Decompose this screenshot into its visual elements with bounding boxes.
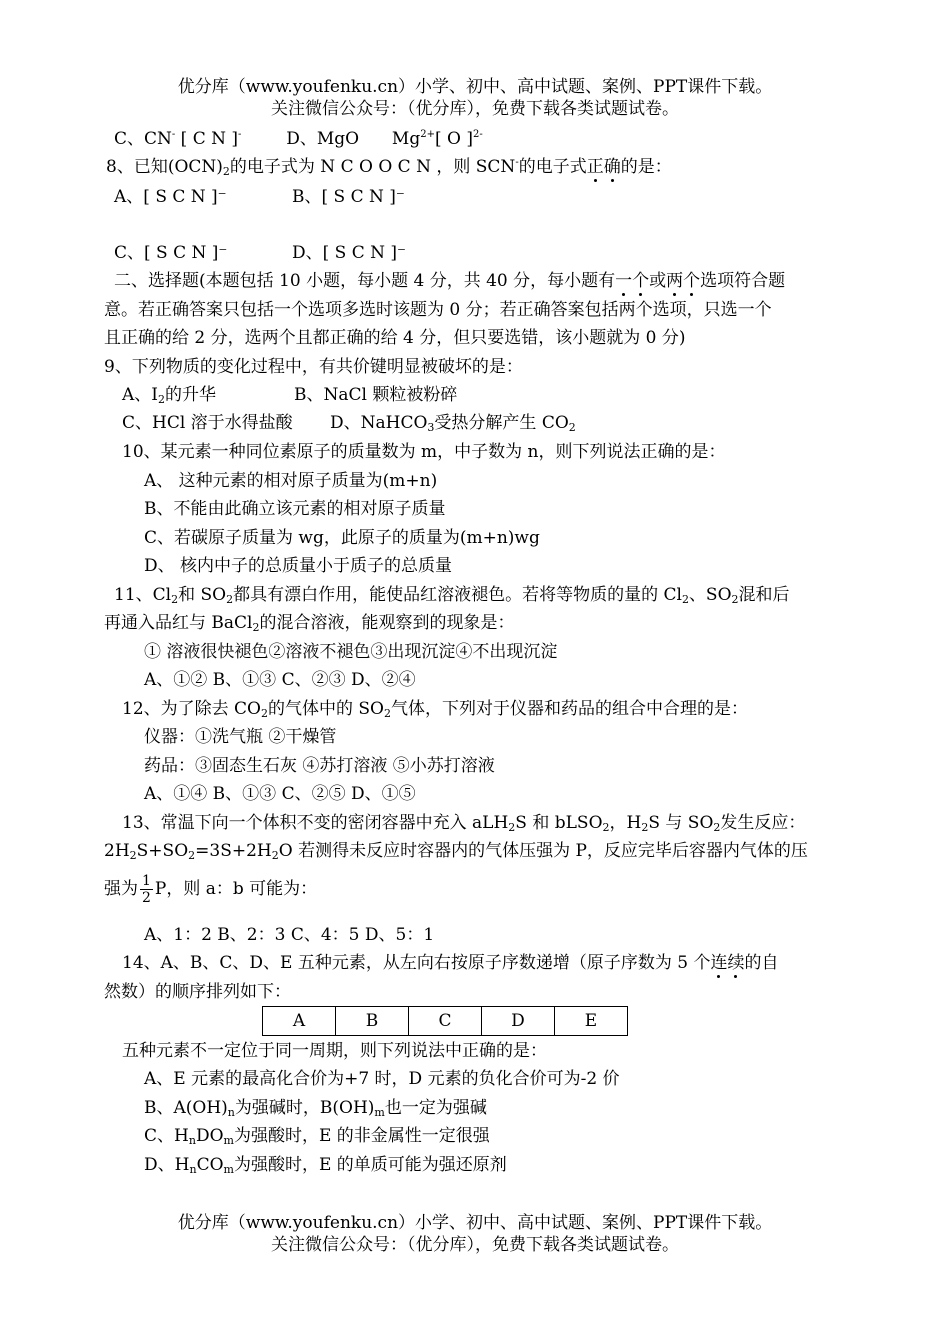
q10-option-c: C、若碳原子质量为 wg，此原子的质量为(m+n)wg	[144, 528, 540, 548]
q9-option-c: C、HCl 溶于水得盐酸	[122, 413, 293, 433]
q9-stem: 9、下列物质的变化过程中，有共价键明显被破坏的是：	[104, 357, 523, 377]
q14-option-c: C、$H_nDO_m$为强酸时，E 的非金属性一定很强	[144, 1126, 490, 1147]
q12-stem: 12、为了除去 $CO_2$的气体中的 $SO_2$气体，下列对于仪器和药品的组合中合理的是：	[122, 699, 748, 720]
q8-option-a: A、[ S C N ]⁻	[114, 187, 227, 207]
q8-option-b: B、[ S C N ]⁻	[292, 187, 405, 207]
q11-phenomena: ① 溶液很快褪色②溶液不褪色③出现沉淀④不出现沉淀	[144, 642, 558, 662]
footer-line-2: 关注微信公众号：（优分库），免费下载各类试题试卷。	[271, 1235, 679, 1255]
element-cell-b: B	[336, 1007, 409, 1036]
q12-reagents: 药品：③固态生石灰 ④苏打溶液 ⑤小苏打溶液	[144, 756, 495, 776]
element-cell-d: D	[482, 1007, 555, 1036]
q14-stem-2: 然数）的顺序排列如下：	[104, 982, 291, 1002]
q11-options: A、①② B、①③ C、②③ D、②④	[144, 670, 416, 690]
q10-option-d: D、 核内中子的总质量小于质子的总质量	[144, 556, 453, 576]
element-order-table	[262, 1006, 628, 1036]
element-cell-e: E	[555, 1007, 628, 1036]
q14-option-b: B、$A(OH)_n$为强碱时，$B(OH)_m$也一定为强碱	[144, 1098, 487, 1119]
q8-option-c: C、[ S C N ]⁻	[114, 243, 228, 263]
section2-line-1: 二、选择题(本题包括 10 小题，每小题 4 分，共 40 分，每小题有一个或两个选项符合题	[114, 271, 786, 291]
q13-stem-2: $2H_2S+SO_2=3S+2H_2O$ 若测得未反应时容器内的气体压强为 P，反应完毕后容器内气体的压	[104, 841, 808, 862]
q10-option-a: A、 这种元素的相对原子质量为(m+n)	[144, 471, 438, 491]
q8-option-d: D、[ S C N ]⁻	[292, 243, 407, 263]
q14-option-d: D、$H_nCO_m$为强酸时，E 的单质可能为强还原剂	[144, 1155, 507, 1176]
q9-option-b: B、NaCl 颗粒被粉碎	[294, 385, 458, 405]
q12-options: A、①④ B、①③ C、②⑤ D、①⑤	[144, 784, 416, 804]
element-cell-c: C	[409, 1007, 482, 1036]
q8-stem: 8、已知$(OCN)_2$的电子式为 N C O O C N ，则 SCN-的电子式正确的是：	[106, 157, 672, 178]
q11-stem-1: 11、$Cl_2$和 $SO_2$都具有漂白作用，能使品红溶液褪色。若将等物质的量的 $Cl_2$、$SO_2$混和后	[114, 585, 790, 606]
header-line-2: 关注微信公众号：（优分库），免费下载各类试题试卷。	[271, 99, 679, 119]
q7-option-c-d: C、CN- [ C N ]- D、MgO $Mg^{2+}$[ O ]$^{2-}$	[114, 129, 483, 149]
footer-line-1: 优分库（www.youfenku.cn）小学、初中、高中试题、案例、PPT课件下载。	[177, 1213, 773, 1233]
q14-intro: 五种元素不一定位于同一周期，则下列说法中正确的是：	[122, 1041, 547, 1061]
q13-options: A、1：2 B、2：3 C、4：5 D、5：1	[144, 925, 435, 945]
q9-option-a: A、$I_2$的升华	[122, 385, 216, 406]
q13-stem-3: 强为 $\frac{1}{2}$ P，则 a：b 可能为：	[104, 873, 318, 906]
fraction-one-half: $\frac{1}{2}$	[142, 873, 151, 906]
element-cell-a: A	[263, 1007, 336, 1036]
header-line-1: 优分库（www.youfenku.cn）小学、初中、高中试题、案例、PPT课件下载。	[177, 77, 773, 97]
q10-option-b: B、不能由此确立该元素的相对原子质量	[144, 499, 446, 519]
q14-option-a: A、E 元素的最高化合价为+7 时，D 元素的负化合价可为-2 价	[144, 1069, 620, 1089]
section2-line-2: 意。若正确答案只包括一个选项多选时该题为 0 分；若正确答案包括两个选项，只选一个	[104, 300, 772, 320]
q11-stem-2: 再通入品红与 BaCl$_2$的混合溶液，能观察到的现象是：	[104, 613, 515, 634]
section2-line-3: 且正确的给 2 分，选两个且都正确的给 4 分，但只要选错，该小题就为 0 分)	[104, 328, 686, 348]
q9-option-d: D、NaHCO$_3$受热分解产生 $CO_2$	[330, 413, 576, 434]
q13-stem-1: 13、常温下向一个体积不变的密闭容器中充入 aLH$_2$S 和 bLSO$_2$，$H_2S$ 与 $SO_2$发生反应：	[122, 813, 806, 834]
q14-stem-1: 14、A、B、C、D、E 五种元素，从左向右按原子序数递增（原子序数为 5 个连续的自	[122, 953, 779, 973]
q10-stem: 10、某元素一种同位素原子的质量数为 m，中子数为 n，则下列说法正确的是：	[122, 442, 726, 462]
q12-instruments: 仪器：①洗气瓶 ②干燥管	[144, 727, 337, 747]
